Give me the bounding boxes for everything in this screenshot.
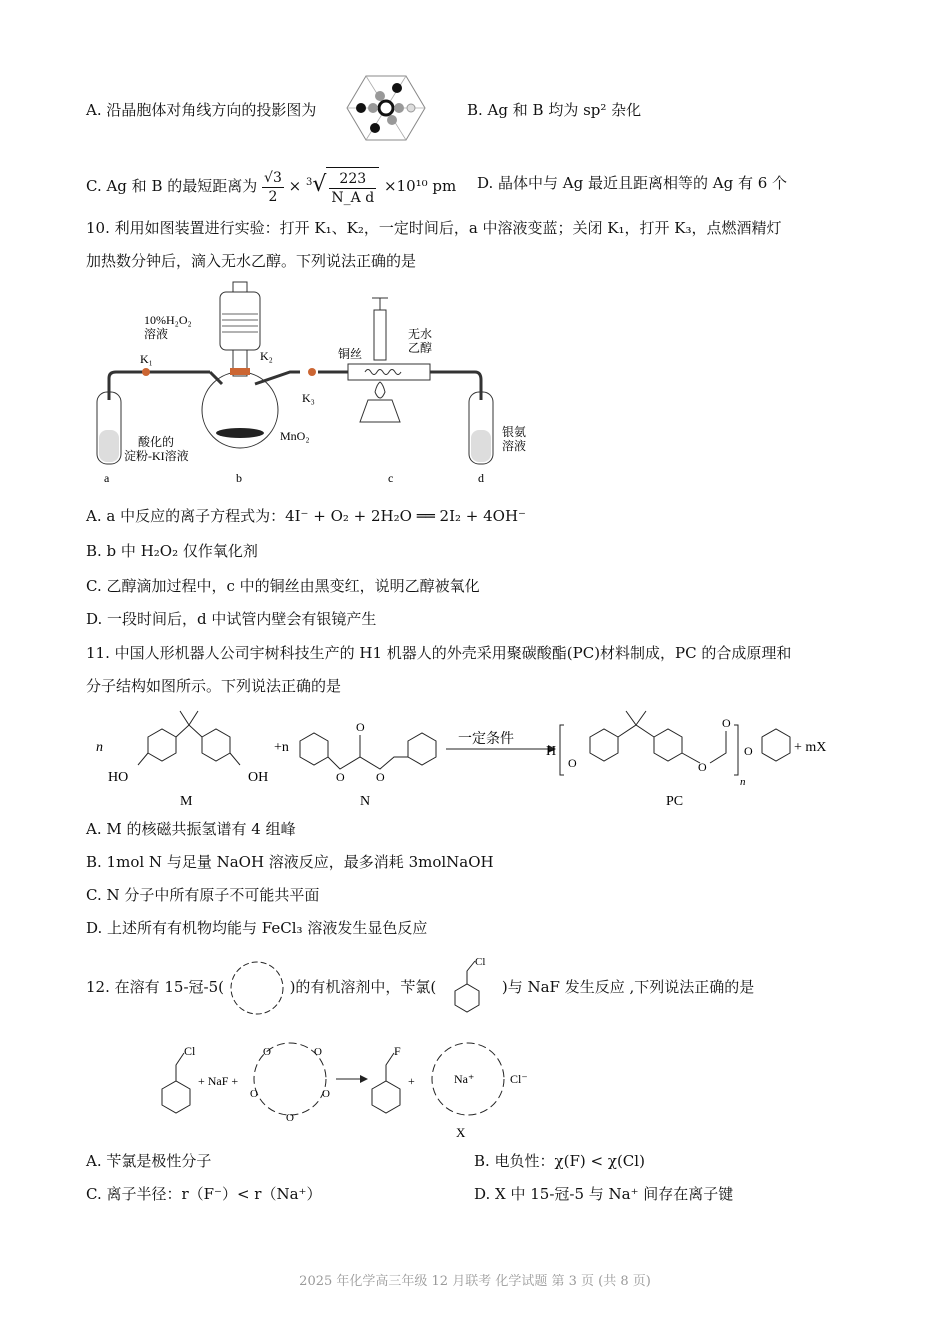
label-ethanol-2: 乙醇 (408, 341, 433, 355)
q10-option-d: D. 一段时间后，d 中试管内壁会有银镜产生 (86, 610, 377, 628)
q9-option-c-tail: ×10¹⁰ pm (383, 177, 457, 195)
ki-solution (99, 430, 119, 462)
valve-k3-icon (308, 368, 316, 376)
plus-sign: + (408, 1074, 415, 1088)
label-h2o2: 10%H₂O₂ (144, 313, 192, 327)
label-ki-1: 酸化的 (138, 435, 175, 449)
q9-option-b-text: B. Ag 和 B 均为 sp² 杂化 (467, 101, 642, 119)
plus-naf: + NaF + (198, 1074, 239, 1088)
q11-stem-line1: 11. 中国人形机器人公司宇树科技生产的 H1 机器人的外壳采用聚碳酸酯(PC)材料制成，PC 的合成原理和 (86, 644, 792, 662)
q10-stem-line2: 加热数分钟后，滴入无水乙醇。下列说法正确的是 (86, 252, 417, 270)
plus-mx: + mX (794, 740, 827, 755)
benzyl-chloride-inline (441, 953, 497, 1023)
q11-option-b: B. 1mol N 与足量 NaOH 溶液反应，最多消耗 3molNaOH (86, 853, 494, 871)
q9-option-d-text: D. 晶体中与 Ag 最近且距离相等的 Ag 有 6 个 (477, 174, 788, 192)
q10-option-c: C. 乙醇滴加过程中，c 中的铜丝由黑变红，说明乙醇被氧化 (86, 577, 480, 595)
label-condition: 一定条件 (458, 732, 514, 747)
crown-o-1: O (263, 1046, 271, 1058)
fraction-numerator: √3 (264, 169, 282, 186)
fraction-numerator-2: 223 (329, 170, 376, 189)
label-x: X (456, 1125, 466, 1140)
n-oxygen-2: O (376, 770, 385, 784)
crown-o-2: O (314, 1046, 322, 1058)
repeat-n: n (740, 776, 746, 788)
pc-end-ring (762, 729, 790, 761)
alcohol-lamp (360, 400, 400, 422)
q11-option-a: A. M 的核磁共振氢谱有 4 组峰 (86, 820, 296, 838)
q9-option-b (467, 100, 641, 120)
q12-option-b: B. 电负性：χ(F) < χ(Cl) (474, 1152, 645, 1170)
q12-reaction-figure (150, 1035, 710, 1145)
m-ring-right (202, 729, 230, 761)
pc-carbonyl-oxygen: O (722, 716, 731, 730)
label-ethanol-1: 无水 (408, 327, 433, 341)
label-h: H (546, 744, 557, 759)
label-ho: HO (108, 770, 129, 785)
q9-option-d (477, 173, 787, 193)
label-oh: OH (248, 770, 269, 785)
cube-root-body (326, 167, 379, 208)
coef-n: n (96, 740, 103, 755)
crown-ether-inline (229, 953, 285, 1023)
cube-root-index: 3 (306, 177, 313, 188)
q10-apparatus-figure (90, 280, 550, 490)
cl-ion-label: Cl⁻ (510, 1072, 528, 1086)
projection-figure (345, 72, 427, 144)
q10-option-a: A. a 中反应的离子方程式为：4I⁻ + O₂ + 2H₂O ══ 2I₂ + 4OH⁻ (86, 507, 526, 525)
n-carbonyl-oxygen: O (356, 720, 365, 734)
label-silver-ammonia-1: 银氨 (502, 425, 527, 439)
copper-wire-icon (365, 370, 401, 375)
f-label: F (394, 1044, 401, 1058)
plus-n: +n (274, 740, 289, 755)
times-sign: × (288, 177, 302, 195)
n-oxygen-1: O (336, 770, 345, 784)
label-k3: K₃ (302, 391, 315, 405)
radical-sign: √ (312, 172, 327, 197)
dropping-funnel (220, 292, 260, 350)
q11-option-c: C. N 分子中所有原子不可能共平面 (86, 886, 320, 904)
syringe (374, 310, 386, 360)
label-h2o2-solution: 溶液 (144, 327, 169, 341)
q12-option-a: A. 苄氯是极性分子 (86, 1152, 212, 1170)
label-silver-ammonia-2: 溶液 (502, 439, 527, 453)
q9-option-c (86, 163, 456, 208)
cl-label-inline: Cl (475, 956, 486, 968)
q9-option-a-text: A. 沿晶胞体对角线方向的投影图为 (86, 101, 317, 119)
n-ring-left (300, 733, 328, 765)
benzyl-chloride-ring (162, 1081, 190, 1113)
page-footer: 2025 年化学高三年级 12 月联考 化学试题 第 3 页 (共 8 页) (299, 1274, 651, 1289)
q12-option-c: C. 离子半径：r（F⁻）< r（Na⁺） (86, 1185, 322, 1203)
label-b: b (236, 471, 242, 485)
label-mno2: MnO₂ (280, 429, 310, 443)
q10-stem-line1: 10. 利用如图装置进行实验：打开 K₁、K₂，一定时间后，a 中溶液变蓝；关闭 K₁，打开 K₃，点燃酒精灯 (86, 219, 782, 237)
valve-k1-icon (142, 368, 150, 376)
q10-option-b: B. b 中 H₂O₂ 仅作氧化剂 (86, 542, 258, 560)
crown-o-5: O (286, 1112, 294, 1124)
q12-stem (86, 956, 755, 997)
crown-o-4: O (322, 1088, 330, 1100)
label-m: M (180, 794, 193, 809)
fraction-denominator-2: N_A d (331, 190, 375, 206)
q12-stem-part-a: 12. 在溶有 15-冠-5( (86, 978, 225, 996)
label-a: a (104, 471, 110, 485)
q12-stem-part-b: )的有机溶剂中，苄氯( (289, 978, 437, 996)
n-ring-right (408, 733, 436, 765)
fraction-denominator: 2 (268, 188, 278, 205)
label-copper-wire: 铜丝 (338, 347, 363, 361)
label-n: N (360, 794, 371, 809)
pc-ring-left (590, 729, 618, 761)
label-pc: PC (666, 794, 684, 809)
q9-option-c-prefix: C. Ag 和 B 的最短距离为 (86, 177, 258, 195)
q11-option-d: D. 上述所有有机物均能与 FeCl₃ 溶液发生显色反应 (86, 919, 428, 937)
q11-stem-line2: 分子结构如图所示。下列说法正确的是 (86, 677, 342, 695)
pc-ring-right (654, 729, 682, 761)
q11-reaction-figure (90, 705, 850, 813)
m-ring-left (148, 729, 176, 761)
pc-end-oxygen: O (744, 744, 753, 758)
fraction-sqrt3-over-2 (262, 169, 284, 206)
q9-option-a (86, 100, 316, 120)
label-ki-2: 淀粉-KI溶液 (124, 449, 189, 463)
mno2-solid (216, 428, 264, 438)
benzyl-fluoride-ring (372, 1081, 400, 1113)
pc-oxygen-2: O (698, 760, 707, 774)
label-c: c (388, 471, 394, 485)
fraction-223-over-nad (329, 170, 376, 207)
label-k2: K₂ (260, 349, 273, 363)
label-d: d (478, 471, 484, 485)
na-ion-label: Na⁺ (454, 1072, 475, 1086)
cl-label: Cl (184, 1044, 196, 1058)
crown-o-3: O (250, 1088, 258, 1100)
silver-ammonia-solution (471, 430, 491, 462)
label-k1: K₁ (140, 352, 153, 366)
pc-oxygen-1: O (568, 756, 577, 770)
q12-option-d: D. X 中 15-冠-5 与 Na⁺ 间存在离子键 (474, 1185, 734, 1203)
flame-icon (375, 382, 385, 398)
q12-stem-part-c: )与 NaF 发生反应 ,下列说法正确的是 (501, 978, 755, 996)
